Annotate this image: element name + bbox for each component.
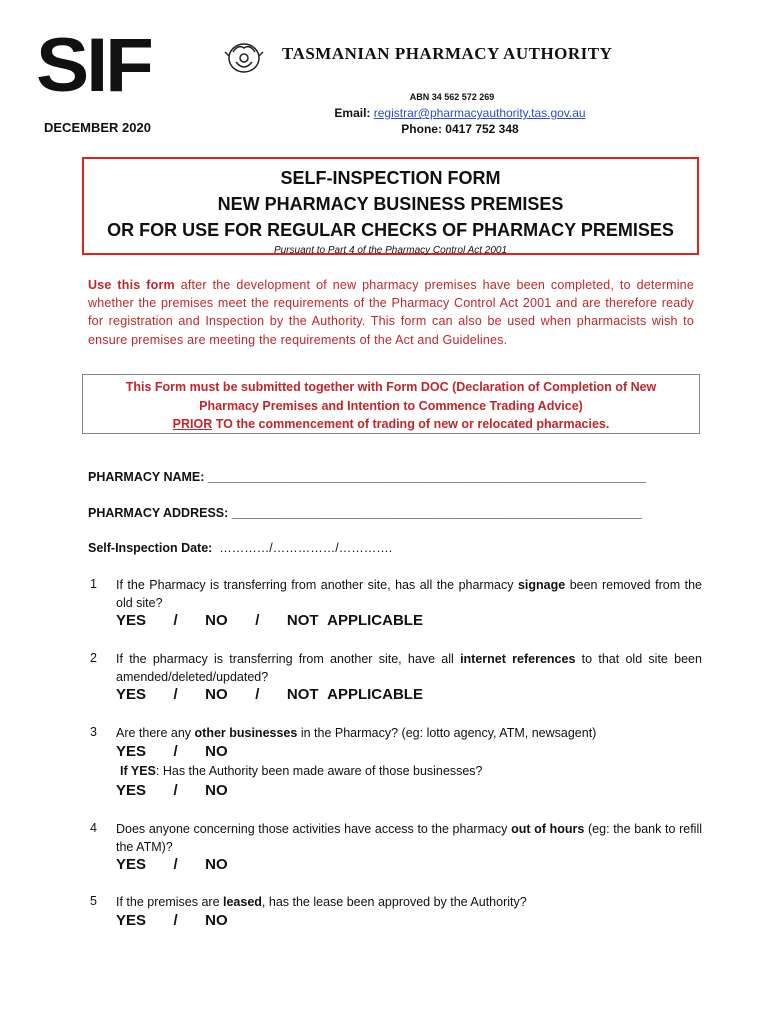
- email-label: Email:: [334, 106, 374, 120]
- question-2-post: to that old site been amended/deleted/updated?: [116, 652, 702, 684]
- question-5-text: [116, 893, 702, 911]
- email-link[interactable]: registrar@pharmacyauthority.tas.gov.au: [373, 106, 586, 120]
- notice-line-2: Pharmacy Premises and Intention to Commence Trading Advice): [199, 398, 583, 413]
- phone: Phone: 0417 752 348: [401, 122, 519, 136]
- question-2-bold: internet references: [460, 652, 576, 666]
- question-1-number: 1: [90, 577, 97, 591]
- abn: ABN 34 562 572 269: [409, 92, 495, 102]
- question-2-pre: If the pharmacy is transferring from another site, have all: [116, 652, 461, 666]
- notice-prior: PRIOR: [172, 417, 213, 431]
- question-3-followup: [120, 764, 483, 778]
- intro-paragraph: [88, 276, 694, 349]
- question-2-answer[interactable]: YES / NO / NOT APPLICABLE: [116, 686, 423, 703]
- question-4-text: [116, 820, 702, 856]
- notice-box: [82, 374, 700, 434]
- question-3-followup-text: : Has the Authority been made aware of those businesses?: [155, 764, 483, 778]
- pharmacy-name-input[interactable]: _______________________________________________________________: [207, 470, 646, 484]
- question-3-text: [116, 724, 702, 742]
- organisation-name: TASMANIAN PHARMACY AUTHORITY: [282, 44, 613, 63]
- notice-line-3-text: TO the commencement of trading of new or relocated pharmacies.: [212, 417, 610, 431]
- question-1-text: [116, 576, 702, 612]
- question-2-text: [116, 650, 702, 686]
- title-line-3: OR FOR USE FOR REGULAR CHECKS OF PHARMACY PREMISES: [107, 220, 674, 240]
- title-subtitle: Pursuant to Part 4 of the Pharmacy Control Act 2001: [273, 245, 508, 256]
- intro-text: after the development of new pharmacy premises have been completed, to determine whether the premises meet the requirements of the Pharmacy Control Act 2001 and are therefore ready for registration and Inspection by the Authority. This form can also be used when pharmacists wish to ensure premises are meeting the requirements of the Act and Guidelines.: [88, 278, 694, 347]
- question-2-number: 2: [90, 651, 97, 665]
- question-3-pre: Are there any: [116, 726, 195, 740]
- question-4-pre: Does anyone concerning those activities have access to the pharmacy: [116, 822, 512, 836]
- email-line: [300, 106, 620, 120]
- question-5-post: , has the lease been approved by the Authority?: [261, 895, 527, 909]
- question-3-bold: other businesses: [194, 726, 298, 740]
- question-5-answer[interactable]: YES / NO: [116, 912, 228, 929]
- pharmacy-address-field: [88, 506, 642, 520]
- pharmacy-address-input[interactable]: ___________________________________________________________: [231, 506, 642, 520]
- title-line-2: NEW PHARMACY BUSINESS PREMISES: [217, 194, 564, 214]
- title-box: [82, 157, 699, 255]
- pharmacy-name-field: [88, 470, 646, 484]
- question-1-answer[interactable]: YES / NO / NOT APPLICABLE: [116, 612, 423, 629]
- question-3-post: in the Pharmacy? (eg: lotto agency, ATM, newsagent): [297, 726, 597, 740]
- question-5-bold: leased: [223, 895, 262, 909]
- question-3-answer[interactable]: YES / NO: [116, 743, 228, 760]
- crest-icon: [224, 40, 264, 76]
- question-5-number: 5: [90, 894, 97, 908]
- form-date: DECEMBER 2020: [44, 120, 151, 135]
- question-1-bold: signage: [517, 578, 566, 592]
- question-1-post: been removed from the old site?: [116, 578, 702, 610]
- notice-line-3: [83, 415, 699, 434]
- question-4-bold: out of hours: [511, 822, 585, 836]
- question-4-answer[interactable]: YES / NO: [116, 856, 228, 873]
- intro-lead: Use this form: [88, 278, 175, 292]
- notice-line-1: This Form must be submitted together with Form DOC (Declaration of Completion of New: [125, 380, 657, 394]
- question-1-pre: If the Pharmacy is transferring from another site, has all the pharmacy: [116, 578, 518, 592]
- form-code-logo: SIF: [36, 23, 151, 108]
- inspection-date-label: Self-Inspection Date:: [88, 541, 213, 555]
- inspection-date-input[interactable]: …………/……………/………….: [212, 541, 393, 555]
- question-4-post: (eg: the bank to refill the ATM)?: [116, 822, 702, 854]
- question-3-number: 3: [90, 725, 97, 739]
- question-3-followup-bold: If YES: [120, 764, 156, 778]
- pharmacy-address-label: PHARMACY ADDRESS:: [88, 506, 232, 520]
- question-3-followup-answer[interactable]: YES / NO: [116, 782, 228, 799]
- title-line-1: SELF-INSPECTION FORM: [280, 168, 501, 188]
- inspection-date-field: [88, 541, 392, 555]
- question-4-number: 4: [90, 821, 97, 835]
- question-5-pre: If the premises are: [116, 895, 223, 909]
- pharmacy-name-label: PHARMACY NAME:: [88, 470, 208, 484]
